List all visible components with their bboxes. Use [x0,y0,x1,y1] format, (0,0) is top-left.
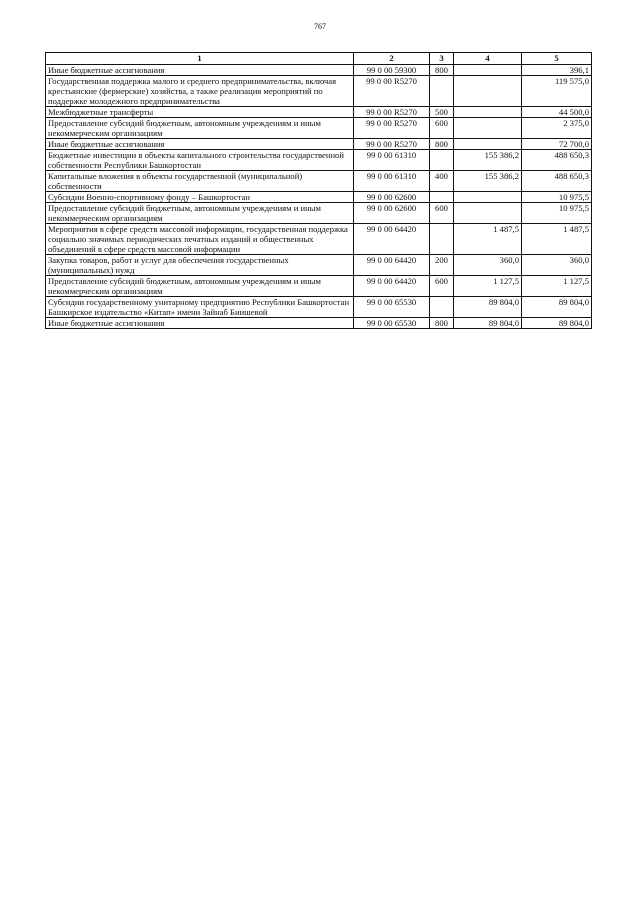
row-vr: 800 [430,65,454,76]
row-name: Межбюджетные трансферты [46,107,354,118]
budget-table [45,52,592,329]
row-name: Предоставление субсидий бюджетным, автономным учреждениям и иным некоммерческим организациям [46,118,354,139]
row-code: 99 0 00 R5270 [354,76,430,107]
table-row [46,318,592,329]
row-code: 99 0 00 61310 [354,171,430,192]
header-col-5: 5 [522,53,592,65]
table-row [46,255,592,276]
row-col4 [454,76,522,107]
row-name: Иные бюджетные ассигнования [46,65,354,76]
row-col4: 1 487,5 [454,224,522,255]
row-code: 99 0 00 R5270 [354,139,430,150]
row-code: 99 0 00 65530 [354,318,430,329]
table-row [46,203,592,224]
row-vr: 600 [430,276,454,297]
row-col5: 2 375,0 [522,118,592,139]
row-col5: 1 487,5 [522,224,592,255]
row-col4 [454,107,522,118]
table-row [46,65,592,76]
row-col4: 360,0 [454,255,522,276]
table-body [46,65,592,329]
row-col5: 89 804,0 [522,297,592,318]
row-col4 [454,65,522,76]
row-vr: 600 [430,118,454,139]
table-row [46,150,592,171]
row-code: 99 0 00 64420 [354,255,430,276]
row-col4: 89 804,0 [454,318,522,329]
row-vr: 200 [430,255,454,276]
row-col5: 72 700,0 [522,139,592,150]
header-col-3: 3 [430,53,454,65]
row-vr: 500 [430,107,454,118]
row-name: Мероприятия в сфере средств массовой информации, государственная поддержка социально значимых периодических печатных изданий и общественных объединений в сфере средств массовой информации [46,224,354,255]
row-col5: 396,1 [522,65,592,76]
row-name: Капитальные вложения в объекты государственной (муниципальной) собственности [46,171,354,192]
header-col-4: 4 [454,53,522,65]
row-col4: 155 386,2 [454,171,522,192]
row-vr [430,150,454,171]
row-vr: 800 [430,318,454,329]
row-code: 99 0 00 62600 [354,192,430,203]
row-col5: 10 975,5 [522,203,592,224]
row-name: Закупка товаров, работ и услуг для обеспечения государственных (муниципальных) нужд [46,255,354,276]
row-col5: 119 575,0 [522,76,592,107]
header-col-1: 1 [46,53,354,65]
row-name: Бюджетные инвестиции в объекты капитального строительства государственной собственности Республики Башкортостан [46,150,354,171]
row-code: 99 0 00 59300 [354,65,430,76]
row-col5: 89 804,0 [522,318,592,329]
table-row [46,76,592,107]
table-row [46,297,592,318]
row-code: 99 0 00 62600 [354,203,430,224]
row-code: 99 0 00 61310 [354,150,430,171]
page-number: 767 [314,22,326,31]
row-col4: 89 804,0 [454,297,522,318]
row-vr [430,224,454,255]
row-col4: 155 386,2 [454,150,522,171]
row-col5: 44 500,0 [522,107,592,118]
row-name: Иные бюджетные ассигнования [46,318,354,329]
header-row [46,53,592,65]
table-row [46,118,592,139]
table-row [46,107,592,118]
row-col5: 488 650,3 [522,150,592,171]
row-name: Предоставление субсидий бюджетным, автономным учреждениям и иным некоммерческим организациям [46,276,354,297]
row-code: 99 0 00 R5270 [354,118,430,139]
row-vr: 400 [430,171,454,192]
row-col4 [454,139,522,150]
row-vr: 600 [430,203,454,224]
row-col5: 10 975,5 [522,192,592,203]
table-row [46,171,592,192]
row-code: 99 0 00 64420 [354,276,430,297]
header-col-2: 2 [354,53,430,65]
table-row [46,139,592,150]
row-vr: 800 [430,139,454,150]
table-row [46,276,592,297]
row-col4: 1 127,5 [454,276,522,297]
row-code: 99 0 00 64420 [354,224,430,255]
table-row [46,224,592,255]
row-name: Субсидии Военно-спортивному фонду – Башкортостан [46,192,354,203]
row-vr [430,192,454,203]
row-code: 99 0 00 R5270 [354,107,430,118]
row-col4 [454,118,522,139]
row-name: Предоставление субсидий бюджетным, автономным учреждениям и иным некоммерческим организациям [46,203,354,224]
row-col5: 360,0 [522,255,592,276]
row-col5: 1 127,5 [522,276,592,297]
row-col4 [454,203,522,224]
row-code: 99 0 00 65530 [354,297,430,318]
row-col5: 488 650,3 [522,171,592,192]
row-name: Государственная поддержка малого и среднего предпринимательства, включая крестьянские (фермерские) хозяйства, а также реализация мероприятий по поддержке молодежного предпринимательства [46,76,354,107]
row-name: Субсидии государственному унитарному предприятию Республики Башкортостан Башкирское издательство «Китап» имени Зайнаб Биишевой [46,297,354,318]
row-col4 [454,192,522,203]
row-vr [430,76,454,107]
table-row [46,192,592,203]
row-vr [430,297,454,318]
row-name: Иные бюджетные ассигнования [46,139,354,150]
